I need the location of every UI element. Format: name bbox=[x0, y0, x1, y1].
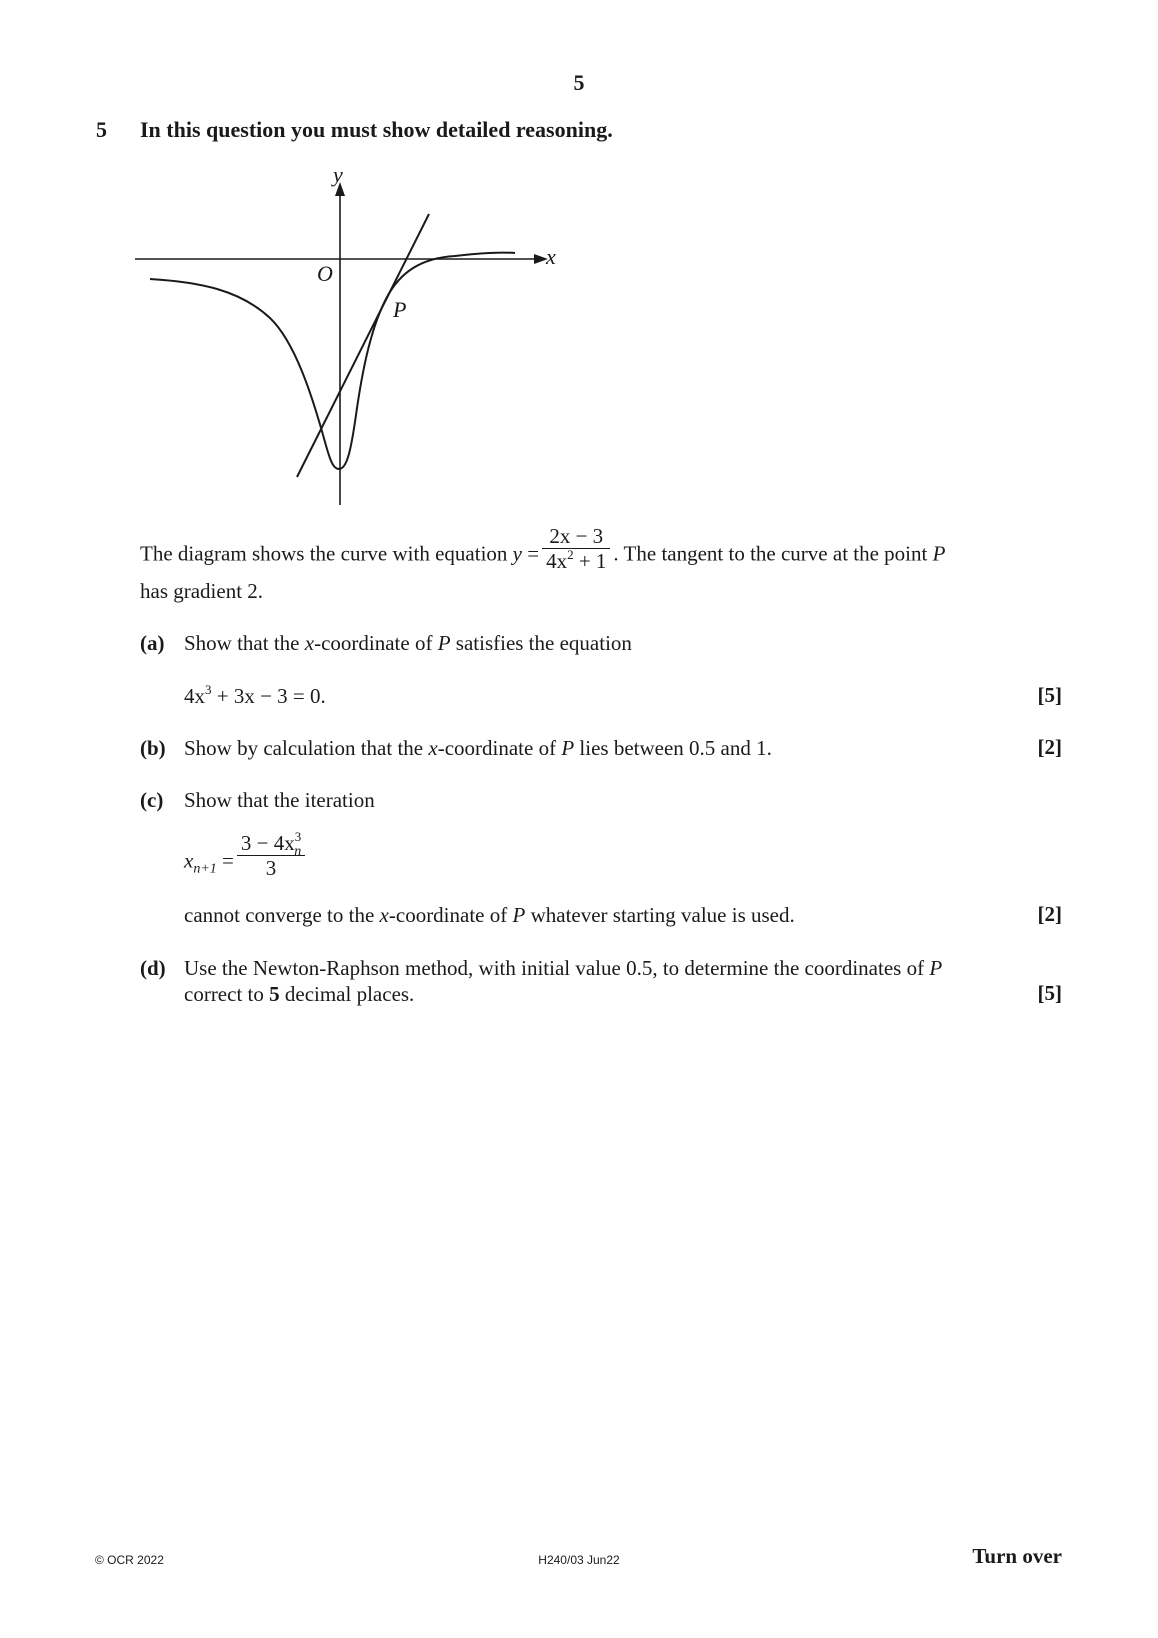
point-p-label: P bbox=[393, 297, 407, 322]
part-b-text-1: Show by calculation that the bbox=[184, 736, 429, 760]
intro-text-after: . The tangent to the curve at the point bbox=[613, 541, 933, 566]
part-a-label: (a) bbox=[140, 631, 165, 655]
eq-equals: = bbox=[521, 541, 540, 566]
curve-equation-fraction bbox=[542, 524, 610, 573]
x-axis-label: x bbox=[546, 244, 556, 269]
part-b-text-2: -coordinate of bbox=[437, 736, 562, 760]
iter-denominator: 3 bbox=[265, 856, 277, 880]
part-d-marks: [5] bbox=[1037, 981, 1062, 1005]
iteration-formula bbox=[184, 829, 308, 880]
iter-num-subscript: n bbox=[294, 844, 302, 860]
intro-text: The diagram shows the curve with equation bbox=[140, 541, 513, 566]
part-c-p: P bbox=[512, 903, 526, 927]
part-a-x: x bbox=[304, 631, 315, 655]
part-c-marks: [2] bbox=[1037, 902, 1062, 926]
iter-num-term: 3 − 4x bbox=[240, 831, 295, 855]
part-d-label: (d) bbox=[140, 956, 166, 980]
footer-copyright: © OCR 2022 bbox=[95, 1553, 164, 1567]
page-number: 5 bbox=[573, 70, 585, 95]
part-c-label: (c) bbox=[140, 788, 164, 812]
part-b-p: P bbox=[561, 736, 575, 760]
part-d-line-1 bbox=[184, 955, 942, 981]
curve-diagram bbox=[130, 160, 570, 520]
iter-numerator bbox=[237, 829, 305, 860]
eq-rest: + 3x − 3 = 0. bbox=[211, 684, 326, 708]
eq-y: y bbox=[512, 541, 522, 566]
iter-equals: = bbox=[216, 848, 234, 873]
part-c-text2-3: whatever starting value is used. bbox=[525, 903, 795, 927]
part-c-text-2 bbox=[184, 902, 795, 928]
part-d-text-3: decimal places. bbox=[279, 982, 415, 1006]
part-d-text-1: Use the Newton-Raphson method, with initial value 0.5, to determine the coordinates of bbox=[184, 956, 930, 980]
part-c-text: Show that the iteration bbox=[184, 788, 375, 812]
part-d-line-2 bbox=[184, 981, 414, 1007]
iter-lhs: x bbox=[184, 848, 194, 873]
intro-p: P bbox=[932, 541, 946, 566]
part-a-marks: [5] bbox=[1037, 683, 1062, 707]
part-c-text2-1: cannot converge to the bbox=[184, 903, 380, 927]
intro-line-1 bbox=[140, 524, 946, 573]
part-c-text2-2: -coordinate of bbox=[388, 903, 513, 927]
part-d-bold: 5 bbox=[269, 982, 280, 1006]
fraction-numerator: 2x − 3 bbox=[542, 524, 610, 549]
part-d-text-2: correct to bbox=[184, 982, 270, 1006]
iteration-fraction bbox=[237, 831, 305, 880]
part-d-p: P bbox=[929, 956, 943, 980]
part-a-text-2: -coordinate of bbox=[314, 631, 438, 655]
part-a-text-3: satisfies the equation bbox=[450, 631, 632, 655]
origin-label: O bbox=[317, 261, 333, 286]
part-a-p: P bbox=[437, 631, 451, 655]
part-a-text-1: Show that the bbox=[184, 631, 305, 655]
intro-line-2: has gradient 2. bbox=[140, 579, 264, 603]
den-exponent: 2 bbox=[567, 547, 574, 562]
part-c-x: x bbox=[379, 903, 389, 927]
fraction-denominator bbox=[542, 549, 610, 573]
part-b-x: x bbox=[428, 736, 438, 760]
den-constant: + 1 bbox=[573, 549, 607, 573]
question-number: 5 bbox=[96, 117, 107, 142]
eq-exponent: 3 bbox=[205, 682, 212, 697]
den-term: 4x bbox=[546, 549, 568, 573]
tangent-line bbox=[297, 214, 429, 477]
turn-over-label: Turn over bbox=[972, 1544, 1062, 1568]
part-b-text-3: lies between 0.5 and 1. bbox=[574, 736, 772, 760]
part-b-marks: [2] bbox=[1037, 735, 1062, 759]
part-b-label: (b) bbox=[140, 736, 166, 760]
iter-num-exponent: 3 bbox=[294, 829, 302, 844]
y-axis-label: y bbox=[333, 162, 343, 187]
part-a-text bbox=[184, 630, 632, 656]
iter-lhs-subscript: n+1 bbox=[193, 861, 217, 877]
eq-term-1: 4x bbox=[184, 684, 205, 708]
question-instruction: In this question you must show detailed reasoning. bbox=[140, 117, 613, 142]
part-a-equation bbox=[184, 683, 326, 709]
footer-paper-code: H240/03 Jun22 bbox=[538, 1553, 620, 1567]
part-b-text bbox=[184, 735, 772, 761]
